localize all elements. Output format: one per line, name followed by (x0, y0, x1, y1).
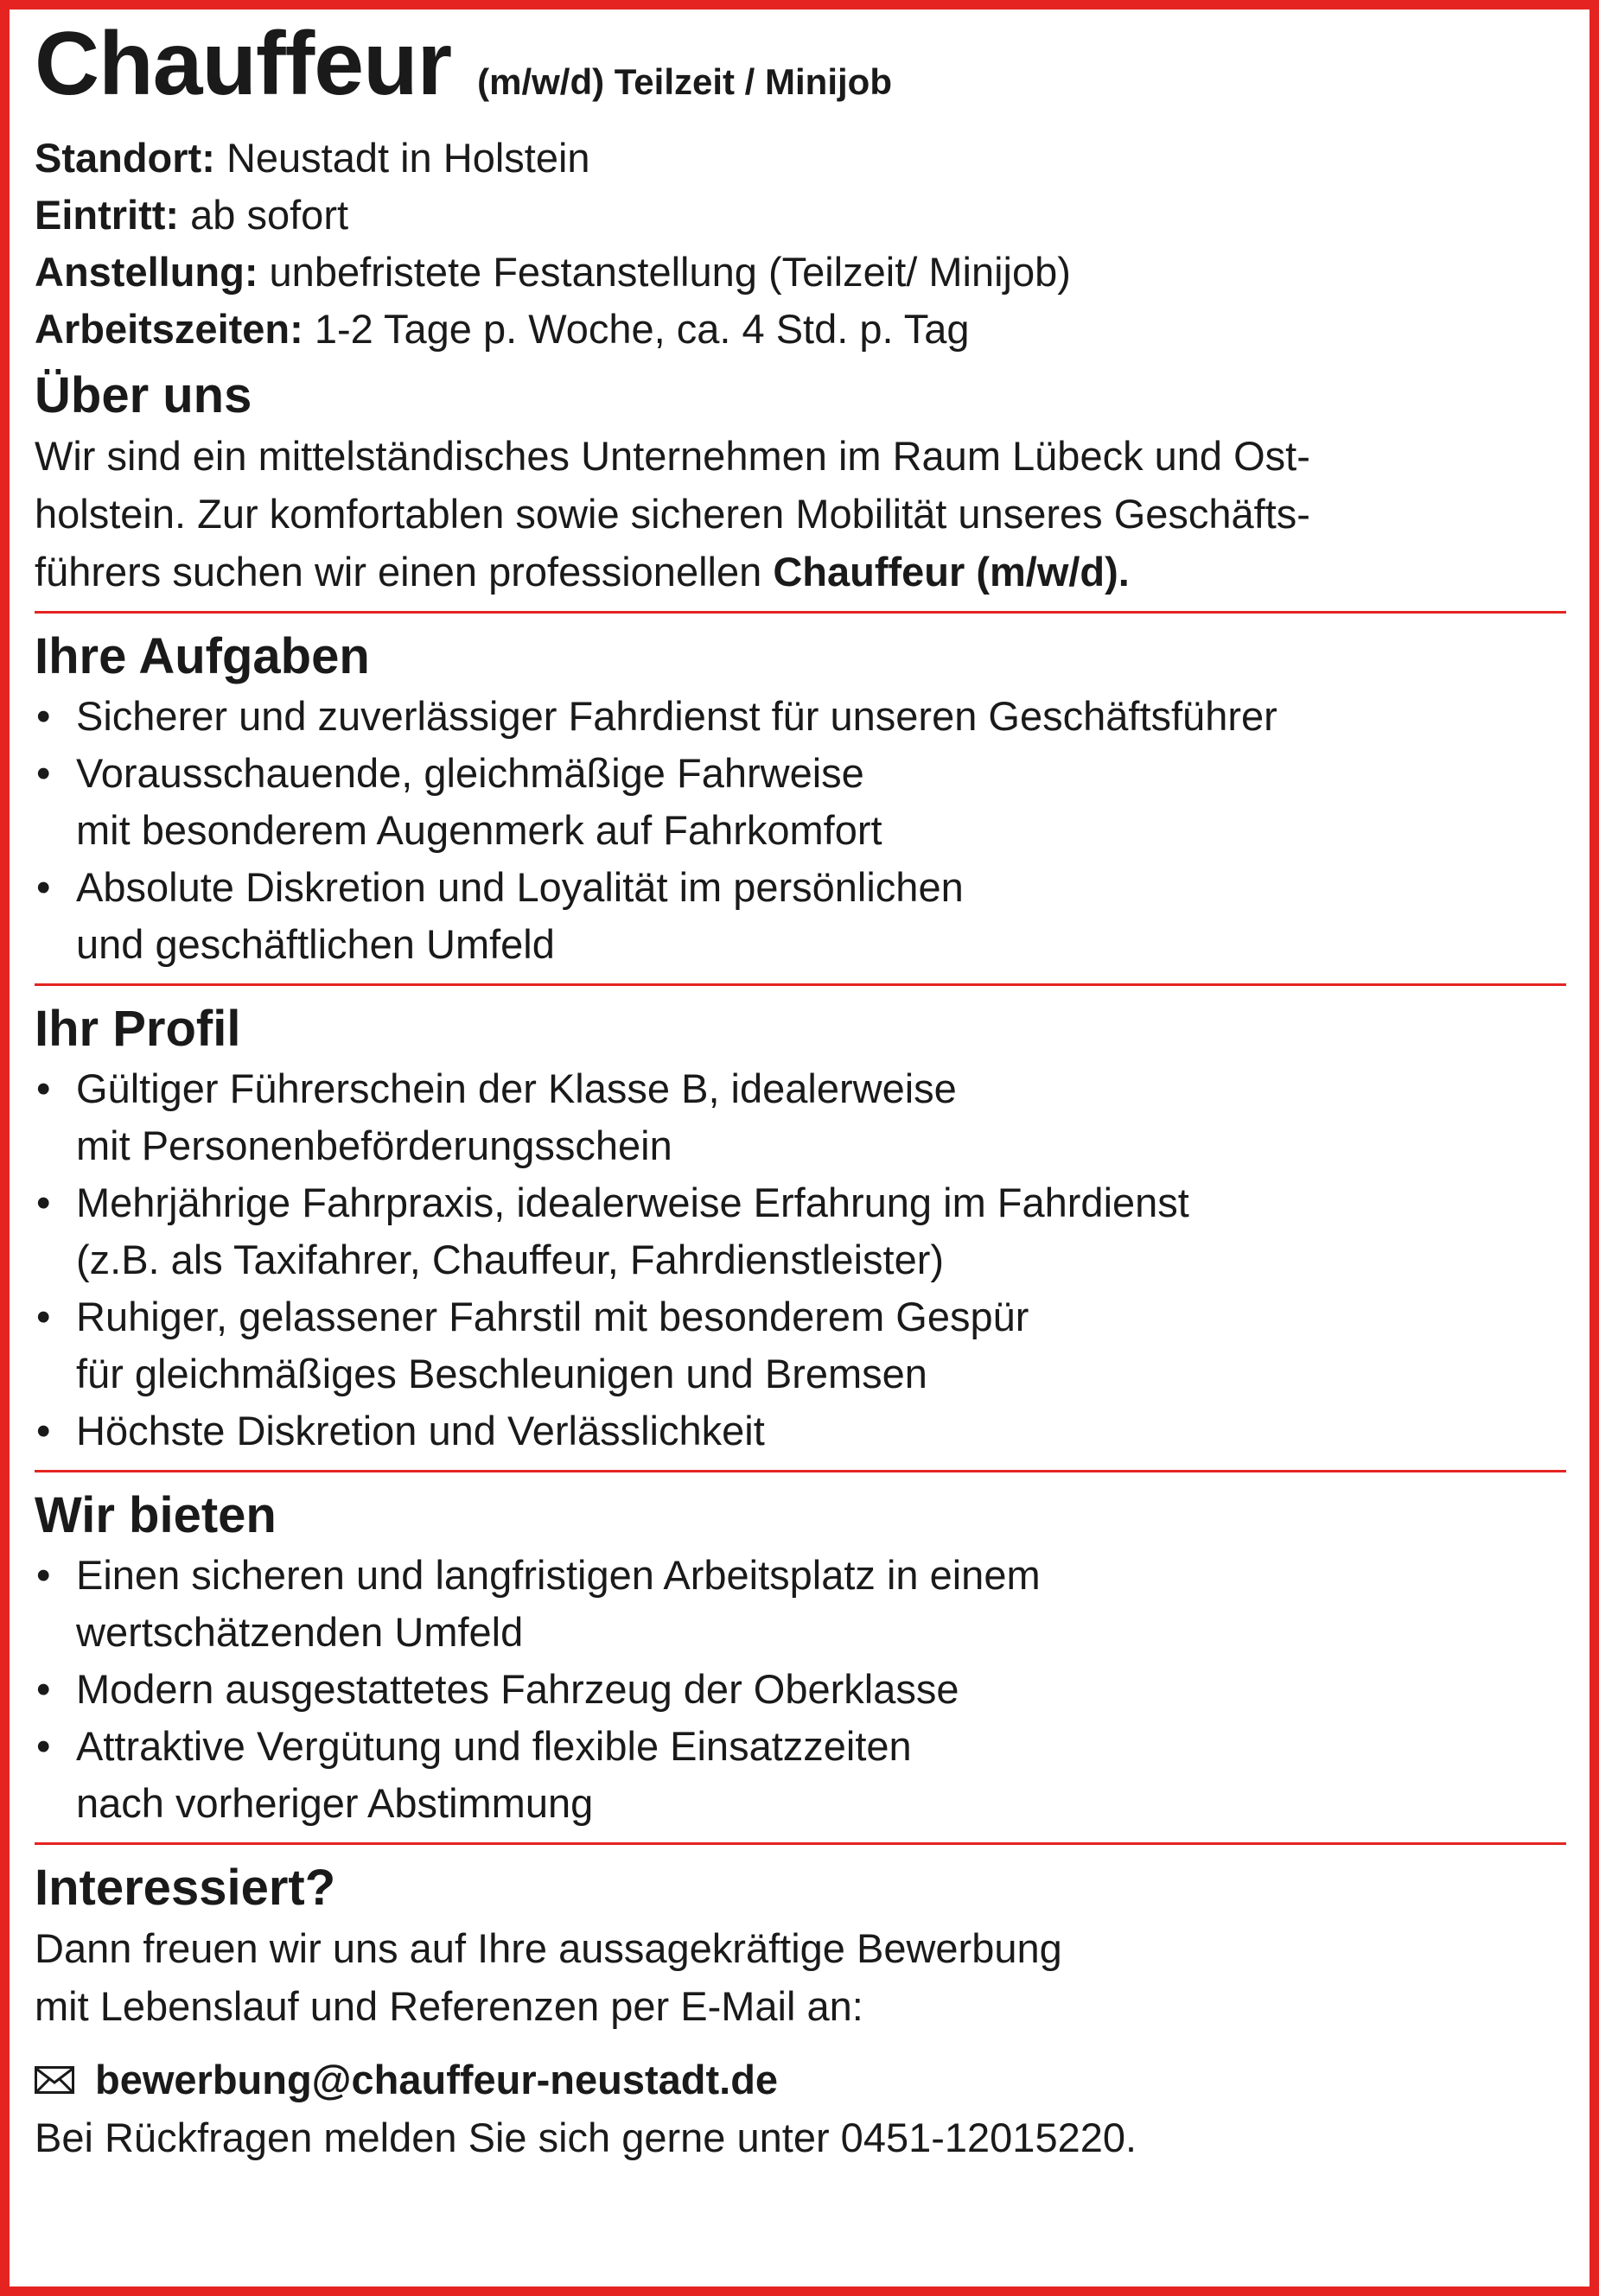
section-contact (35, 1857, 1566, 2166)
meta-value: 1-2 Tage p. Woche, ca. 4 Std. p. Tag (314, 306, 970, 352)
section-profile (35, 998, 1566, 1460)
list-item: • Einen sicheren und langfristigen Arbeitsplatz in einem wertschätzenden Umfeld (35, 1547, 1566, 1661)
page-title: Chauffeur (35, 14, 452, 114)
bullet-icon: • (36, 1666, 51, 1712)
list-item: • Attraktive Vergütung und flexible Einsatzzeiten nach vorheriger Abstimmung (35, 1718, 1566, 1832)
list-item: • Vorausschauende, gleichmäßige Fahrweise mit besonderem Augenmerk auf Fahrkomfort (35, 745, 1566, 859)
email-link[interactable]: bewerbung@chauffeur-neustadt.de (95, 2057, 779, 2102)
bullet-icon: • (36, 1065, 51, 1111)
list-item: • Gültiger Führerschein der Klasse B, idealerweise mit Personenbeförderungsschein (35, 1060, 1566, 1174)
meta-value: ab sofort (190, 192, 349, 238)
bullet-icon: • (36, 1180, 51, 1225)
envelope-icon (35, 2066, 74, 2094)
bullet-icon: • (36, 864, 51, 910)
about-job-title: Chauffeur (m/w/d). (773, 549, 1130, 595)
meta-location (35, 130, 1566, 187)
about-text (35, 427, 1566, 601)
meta-employment (35, 244, 1566, 301)
about-line-text: führers suchen wir einen professionellen (35, 549, 762, 595)
about-line (35, 543, 1566, 601)
meta-label: Arbeitszeiten: (35, 306, 303, 352)
bullet-icon: • (36, 1408, 51, 1453)
bullet-icon: • (36, 750, 51, 796)
job-meta (35, 130, 1566, 358)
meta-label: Anstellung: (35, 249, 258, 295)
section-divider (35, 1470, 1566, 1472)
section-offer (35, 1485, 1566, 1832)
contact-text (35, 1919, 1566, 2035)
section-heading: Ihr Profil (35, 1001, 241, 1057)
section-divider (35, 1842, 1566, 1845)
section-tasks (35, 626, 1566, 973)
meta-value: Neustadt in Holstein (226, 135, 590, 181)
section-about (35, 365, 1566, 601)
about-line: Wir sind ein mittelständisches Unternehmen im Raum Lübeck und Ost- (35, 433, 1310, 479)
job-ad (35, 14, 1566, 2166)
list-item: • Mehrjährige Fahrpraxis, idealerweise Erfahrung im Fahrdienst (z.B. als Taxifahrer, Chauffeur, Fahrdienstleister) (35, 1174, 1566, 1288)
meta-start (35, 187, 1566, 244)
bullet-icon: • (36, 693, 51, 739)
section-heading: Interessiert? (35, 1860, 336, 1916)
meta-hours (35, 301, 1566, 358)
section-divider (35, 983, 1566, 986)
tasks-list (35, 688, 1566, 973)
meta-value: unbefristete Festanstellung (Teilzeit/ Minijob) (269, 249, 1071, 295)
section-heading: Wir bieten (35, 1487, 277, 1543)
section-heading: Ihre Aufgaben (35, 628, 370, 684)
list-item: • Ruhiger, gelassener Fahrstil mit besonderem Gespür für gleichmäßiges Beschleunigen und Bremsen (35, 1288, 1566, 1402)
meta-label: Standort: (35, 135, 215, 181)
list-item: • Modern ausgestattetes Fahrzeug der Oberklasse (35, 1661, 1566, 1718)
offer-list (35, 1547, 1566, 1832)
header (35, 14, 1566, 114)
section-heading: Über uns (35, 367, 252, 423)
phone-line: Bei Rückfragen melden Sie sich gerne unter 0451-12015220. (35, 2115, 1137, 2160)
section-divider (35, 611, 1566, 614)
bullet-icon: • (36, 1723, 51, 1769)
contact-line: Dann freuen wir uns auf Ihre aussagekräftige Bewerbung (35, 1925, 1062, 1971)
page-subtitle: (m/w/d) Teilzeit / Minijob (477, 61, 892, 102)
list-item: • Absolute Diskretion und Loyalität im persönlichen und geschäftlichen Umfeld (35, 859, 1566, 973)
list-item: • Sicherer und zuverlässiger Fahrdienst für unseren Geschäftsführer (35, 688, 1566, 745)
list-item: • Höchste Diskretion und Verlässlichkeit (35, 1402, 1566, 1460)
bullet-icon: • (36, 1552, 51, 1598)
bullet-icon: • (36, 1294, 51, 1339)
profile-list (35, 1060, 1566, 1460)
about-line: holstein. Zur komfortablen sowie sicheren Mobilität unseres Geschäfts- (35, 491, 1310, 537)
contact-line: mit Lebenslauf und Referenzen per E-Mail an: (35, 1983, 863, 2029)
meta-label: Eintritt: (35, 192, 180, 238)
email-row (35, 2051, 1566, 2108)
